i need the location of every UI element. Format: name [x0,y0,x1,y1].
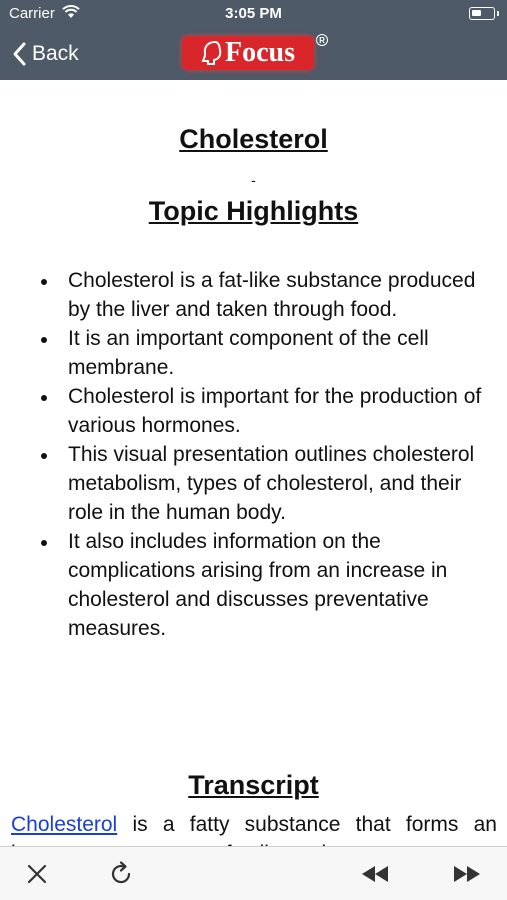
refresh-button[interactable] [106,859,136,889]
refresh-icon [108,861,134,887]
list-item: It also includes information on the complications arising from an increase in cholesterol and discusses preventative measures. [38,527,488,643]
back-label: Back [32,42,79,65]
focus-logo [182,35,325,70]
logo-text: Focus [225,37,295,68]
status-bar [0,0,507,28]
chevron-left-icon [12,42,26,66]
carrier-label: Carrier [9,5,55,22]
list-item: Cholesterol is a fat-like substance produced by the liver and taken through food. [38,266,488,324]
navigation-bar [0,28,507,80]
page-title: Cholesterol [179,124,328,154]
head-profile-icon [201,40,223,66]
fast-forward-icon [452,864,482,884]
back-button[interactable] [12,38,79,70]
cholesterol-link[interactable]: Cholesterol [11,813,118,836]
highlights-list [38,266,488,643]
close-icon [25,862,49,886]
list-item: It is an important component of the cell membrane. [38,324,488,382]
transcript-body: is a fatty substance that forms an [132,813,497,836]
transcript-heading: Transcript [188,770,319,800]
list-item: Cholesterol is important for the production of various hormones. [38,382,488,440]
registered-mark: R [316,34,328,46]
title-separator: - [251,172,256,188]
article-content[interactable] [0,80,507,846]
fast-forward-button[interactable] [452,859,482,889]
rewind-icon [360,864,390,884]
highlights-heading: Topic Highlights [148,196,359,226]
close-button[interactable] [22,859,52,889]
clock: 3:05 PM [225,5,282,22]
rewind-button[interactable] [360,859,390,889]
battery-icon [469,7,495,20]
list-item: This visual presentation outlines cholesterol metabolism, types of cholesterol, and their role in the human body. [38,440,488,527]
bottom-toolbar [0,846,507,900]
